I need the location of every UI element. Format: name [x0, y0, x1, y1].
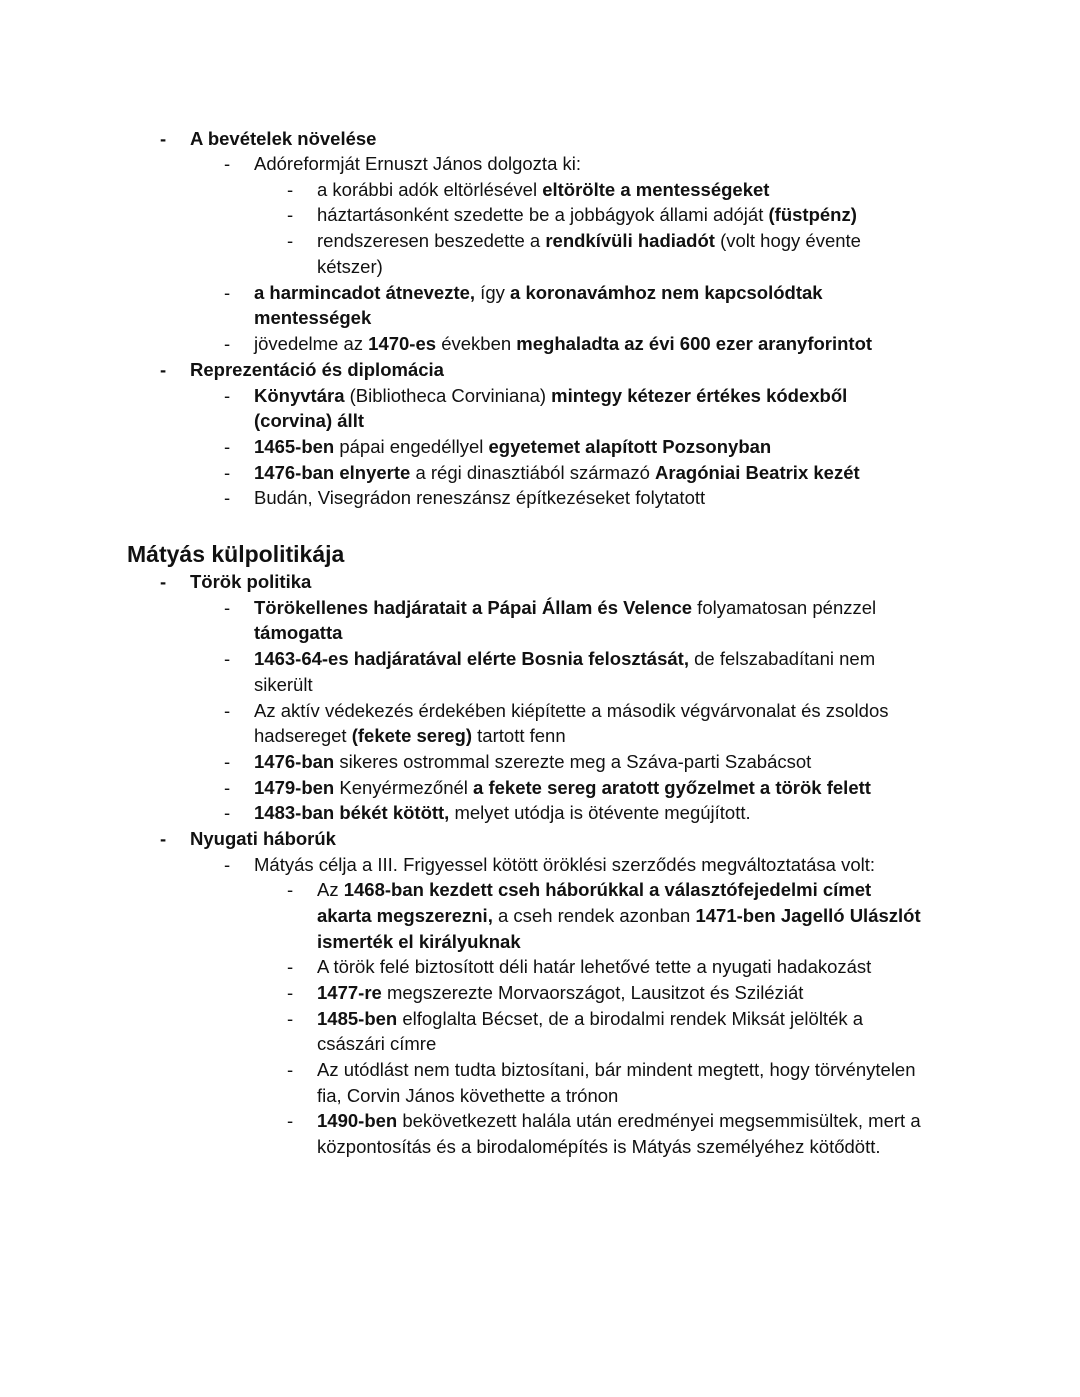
list-item-nyugati-6: - 1490-ben bekövetkezett halála után eredményei megsemmisültek, mert a: [287, 1110, 921, 1131]
list-item-nyugati-1-cont: akarta megszerezni, a cseh rendek azonban 1471-ben Jagelló Ulászlót: [317, 905, 921, 926]
list-item-adoreform-1: - a korábbi adók eltörlésével eltörölte a mentességeket: [287, 179, 770, 200]
list-item-nyugati-1: - Az 1468-ban kezdett cseh háborúkkal a választófejedelmi címet: [287, 879, 872, 900]
list-item-nyugati-1-cont2: ismerték el királyuknak: [317, 931, 521, 952]
list-item-nyugati-intro: - Mátyás célja a III. Frigyessel kötött öröklési szerződés megváltoztatása volt:: [224, 854, 876, 875]
list-item-torok-6: - 1483-ban békét kötött, melyet utódja is ötévente megújított.: [224, 802, 751, 823]
list-item-adoreform-3: - rendszeresen beszedette a rendkívüli hadiadót (volt hogy évente: [287, 230, 861, 251]
list-item-torok-1: - Törökellenes hadjáratait a Pápai Állam és Velence folyamatosan pénzzel: [224, 597, 877, 618]
list-item-torok-2-cont: sikerült: [254, 674, 313, 695]
reprezentacio-title: Reprezentáció és diplomácia: [190, 359, 444, 380]
list-item-torok-4: - 1476-ban sikeres ostrommal szerezte meg a Száva-parti Szabácsot: [224, 751, 812, 772]
list-item-beatrix: - 1476-ban elnyerte a régi dinasztiából származó Aragóniai Beatrix kezét: [224, 462, 860, 483]
list-item-nyugati: - Nyugati háborúk: [160, 828, 336, 849]
list-item-adoreform-2: - háztartásonként szedette be a jobbágyok állami adóját (füstpénz): [287, 204, 857, 225]
list-item-harmincad: - a harmincadot átnevezte, így a koronavámhoz nem kapcsolódtak: [224, 282, 823, 303]
list-item-bevetelek: - A bevételek növelése: [160, 128, 377, 149]
list-item-epitkezes: - Budán, Visegrádon reneszánsz építkezéseket folytatott: [224, 487, 706, 508]
list-item-torok-1-cont: támogatta: [254, 622, 343, 643]
list-item-harmincad-cont: mentességek: [254, 307, 372, 328]
list-item-reprezentacio: - Reprezentáció és diplomácia: [160, 359, 444, 380]
list-item-nyugati-4-cont: császári címre: [317, 1033, 437, 1054]
list-item-torok-2: - 1463-64-es hadjáratával elérte Bosnia felosztását, de felszabadítani nem: [224, 648, 876, 669]
list-item-torok: - Török politika: [160, 571, 312, 592]
list-item-nyugati-4: - 1485-ben elfoglalta Bécset, de a birodalmi rendek Miksát jelölték a: [287, 1008, 864, 1029]
list-item-egyetem: - 1465-ben pápai engedéllyel egyetemet alapított Pozsonyban: [224, 436, 772, 457]
torok-title: Török politika: [190, 571, 312, 592]
list-item-torok-5: - 1479-ben Kenyérmezőnél a fekete sereg aratott győzelmet a török felett: [224, 777, 871, 798]
list-item-nyugati-5-cont: fia, Corvin János követhette a trónon: [317, 1085, 619, 1106]
list-item-nyugati-3: - 1477-re megszerezte Morvaországot, Lausitzot és Sziléziát: [287, 982, 804, 1003]
list-item-nyugati-2: - A török felé biztosított déli határ lehetővé tette a nyugati hadakozást: [287, 956, 872, 977]
section-heading-kulpolitika: Mátyás külpolitikája: [127, 541, 345, 567]
list-item-adoreform: - Adóreformját Ernuszt János dolgozta ki:: [0, 151, 1080, 177]
list-item-adoreform-3-cont: kétszer): [317, 256, 383, 277]
list-item-torok-3-cont: hadsereget (fekete sereg) tartott fenn: [254, 725, 566, 746]
bevetelek-title: A bevételek növelése: [190, 128, 377, 149]
list-item-torok-3: - Az aktív védekezés érdekében kiépítette a második végvárvonalat és zsoldos: [224, 700, 889, 721]
list-item-konyvtar: - Könyvtára (Bibliotheca Corviniana) mintegy kétezer értékes kódexből: [224, 385, 848, 406]
adoreform-intro: Adóreformját Ernuszt János dolgozta ki:: [254, 153, 581, 174]
nyugati-title: Nyugati háborúk: [190, 828, 336, 849]
list-item-nyugati-5: - Az utódlást nem tudta biztosítani, bár mindent megtett, hogy törvénytelen: [287, 1059, 916, 1080]
list-item-jovedelem: - jövedelme az 1470-es években meghaladta az évi 600 ezer aranyforintot: [224, 333, 873, 354]
list-item-konyvtar-cont: (corvina) állt: [254, 410, 364, 431]
list-item-nyugati-6-cont: központosítás és a birodalomépítés is Mátyás személyéhez kötődött.: [317, 1136, 881, 1157]
